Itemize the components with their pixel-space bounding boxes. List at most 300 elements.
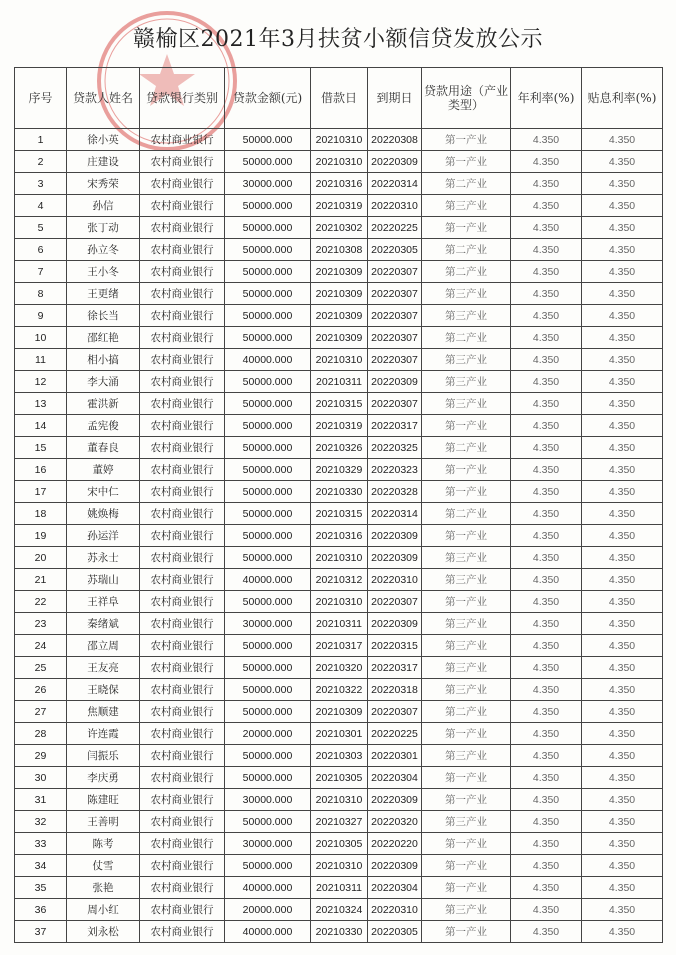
table-cell: 20210309: [311, 327, 368, 349]
table-cell: 20220304: [368, 767, 422, 789]
table-cell: 20220309: [368, 789, 422, 811]
table-cell: 徐小英: [67, 129, 140, 151]
table-row: [15, 349, 663, 371]
table-cell: 20210309: [311, 701, 368, 723]
table-cell: 4.350: [582, 591, 663, 613]
table-cell: 20220314: [368, 173, 422, 195]
table-cell: 农村商业银行: [140, 767, 225, 789]
table-cell: 农村商业银行: [140, 239, 225, 261]
table-cell: 第三产业: [422, 195, 511, 217]
table-cell: 50000.000: [225, 415, 311, 437]
table-row: [15, 591, 663, 613]
table-cell: 农村商业银行: [140, 679, 225, 701]
table-cell: 苏瑞山: [67, 569, 140, 591]
table-cell: 16: [15, 459, 67, 481]
table-cell: 4.350: [511, 657, 582, 679]
table-cell: 20220309: [368, 613, 422, 635]
table-cell: 4.350: [582, 723, 663, 745]
table-cell: 庄建设: [67, 151, 140, 173]
table-cell: 4.350: [511, 679, 582, 701]
table-cell: 4.350: [582, 547, 663, 569]
table-cell: 农村商业银行: [140, 503, 225, 525]
table-row: [15, 569, 663, 591]
table-cell: 王更绪: [67, 283, 140, 305]
table-cell: 4.350: [511, 239, 582, 261]
table-cell: 第一产业: [422, 789, 511, 811]
table-cell: 第一产业: [422, 151, 511, 173]
table-cell: 王祥阜: [67, 591, 140, 613]
table-cell: 4.350: [582, 393, 663, 415]
table-cell: 4.350: [511, 525, 582, 547]
table-cell: 20210305: [311, 833, 368, 855]
table-cell: 孙运洋: [67, 525, 140, 547]
table-cell: 4.350: [582, 613, 663, 635]
table-cell: 4.350: [582, 239, 663, 261]
table-cell: 20220304: [368, 877, 422, 899]
table-cell: 20220307: [368, 701, 422, 723]
table-cell: 20220310: [368, 195, 422, 217]
table-cell: 4.350: [511, 481, 582, 503]
table-cell: 农村商业银行: [140, 195, 225, 217]
table-cell: 农村商业银行: [140, 305, 225, 327]
table-row: [15, 679, 663, 701]
table-cell: 20210330: [311, 481, 368, 503]
table-cell: 第三产业: [422, 679, 511, 701]
table-cell: 第一产业: [422, 877, 511, 899]
table-cell: 4.350: [511, 283, 582, 305]
table-cell: 20220225: [368, 723, 422, 745]
table-cell: 4.350: [511, 173, 582, 195]
table-cell: 24: [15, 635, 67, 657]
table-header-row: [15, 68, 663, 129]
table-cell: 农村商业银行: [140, 217, 225, 239]
table-cell: 第二产业: [422, 327, 511, 349]
table-cell: 4.350: [582, 349, 663, 371]
table-cell: 4.350: [582, 679, 663, 701]
table-cell: 闫振乐: [67, 745, 140, 767]
table-row: [15, 767, 663, 789]
table-cell: 王晓保: [67, 679, 140, 701]
table-cell: 40000.000: [225, 877, 311, 899]
table-cell: 50000.000: [225, 195, 311, 217]
table-cell: 4.350: [511, 569, 582, 591]
table-cell: 20210311: [311, 613, 368, 635]
table-cell: 第三产业: [422, 371, 511, 393]
table-row: [15, 547, 663, 569]
table-row: [15, 481, 663, 503]
column-header: 贷款人姓名: [67, 68, 140, 129]
table-cell: 20220317: [368, 415, 422, 437]
table-cell: 20210316: [311, 173, 368, 195]
table-cell: 相小搞: [67, 349, 140, 371]
table-cell: 4.350: [511, 767, 582, 789]
table-cell: 农村商业银行: [140, 745, 225, 767]
table-cell: 第一产业: [422, 723, 511, 745]
table-cell: 第三产业: [422, 657, 511, 679]
table-cell: 4.350: [582, 833, 663, 855]
table-cell: 4.350: [511, 899, 582, 921]
table-cell: 第二产业: [422, 701, 511, 723]
table-cell: 第三产业: [422, 305, 511, 327]
table-cell: 20210311: [311, 877, 368, 899]
table-cell: 第二产业: [422, 239, 511, 261]
table-cell: 4.350: [511, 305, 582, 327]
table-cell: 12: [15, 371, 67, 393]
table-cell: 第三产业: [422, 635, 511, 657]
table-cell: 50000.000: [225, 437, 311, 459]
table-cell: 20210315: [311, 393, 368, 415]
table-cell: 20220307: [368, 393, 422, 415]
table-cell: 20210310: [311, 789, 368, 811]
loan-table: [14, 67, 663, 943]
table-cell: 23: [15, 613, 67, 635]
table-cell: 4.350: [511, 855, 582, 877]
column-header: 借款日: [311, 68, 368, 129]
table-row: [15, 701, 663, 723]
table-row: [15, 525, 663, 547]
table-cell: 50000.000: [225, 217, 311, 239]
table-cell: 农村商业银行: [140, 789, 225, 811]
table-cell: 20210310: [311, 855, 368, 877]
table-cell: 20220310: [368, 569, 422, 591]
table-cell: 20210309: [311, 283, 368, 305]
table-cell: 4.350: [582, 701, 663, 723]
table-cell: 农村商业银行: [140, 811, 225, 833]
table-cell: 第一产业: [422, 921, 511, 943]
table-cell: 8: [15, 283, 67, 305]
table-cell: 13: [15, 393, 67, 415]
table-cell: 农村商业银行: [140, 635, 225, 657]
table-cell: 孙立冬: [67, 239, 140, 261]
table-cell: 19: [15, 525, 67, 547]
table-cell: 4.350: [511, 261, 582, 283]
table-cell: 农村商业银行: [140, 261, 225, 283]
table-cell: 陈建旺: [67, 789, 140, 811]
table-row: [15, 503, 663, 525]
table-cell: 张艳: [67, 877, 140, 899]
table-cell: 4.350: [511, 349, 582, 371]
table-cell: 第一产业: [422, 415, 511, 437]
table-cell: 22: [15, 591, 67, 613]
table-cell: 第一产业: [422, 767, 511, 789]
table-cell: 周小红: [67, 899, 140, 921]
table-cell: 农村商业银行: [140, 283, 225, 305]
table-cell: 20210310: [311, 129, 368, 151]
table-cell: 4.350: [582, 305, 663, 327]
table-cell: 4.350: [582, 283, 663, 305]
table-cell: 农村商业银行: [140, 349, 225, 371]
table-cell: 30000.000: [225, 833, 311, 855]
table-body: [15, 129, 663, 943]
table-cell: 4.350: [511, 723, 582, 745]
table-cell: 农村商业银行: [140, 371, 225, 393]
table-cell: 50000.000: [225, 745, 311, 767]
table-cell: 邵立周: [67, 635, 140, 657]
table-cell: 33: [15, 833, 67, 855]
table-cell: 40000.000: [225, 921, 311, 943]
table-cell: 霍洪新: [67, 393, 140, 415]
table-row: [15, 613, 663, 635]
table-row: [15, 833, 663, 855]
table-cell: 4.350: [511, 789, 582, 811]
table-cell: 4.350: [511, 415, 582, 437]
table-cell: 20: [15, 547, 67, 569]
table-cell: 20220307: [368, 305, 422, 327]
table-cell: 第二产业: [422, 503, 511, 525]
table-cell: 焦顺建: [67, 701, 140, 723]
table-cell: 第一产业: [422, 459, 511, 481]
table-row: [15, 855, 663, 877]
column-header: 贷款用途（产业类型）: [422, 68, 511, 129]
table-cell: 4.350: [582, 195, 663, 217]
table-row: [15, 789, 663, 811]
table-cell: 4.350: [582, 481, 663, 503]
column-header: 到期日: [368, 68, 422, 129]
table-row: [15, 899, 663, 921]
table-cell: 20210309: [311, 261, 368, 283]
column-header: 序号: [15, 68, 67, 129]
table-cell: 4.350: [582, 635, 663, 657]
table-cell: 4.350: [582, 151, 663, 173]
table-cell: 第一产业: [422, 855, 511, 877]
table-cell: 15: [15, 437, 67, 459]
table-row: [15, 921, 663, 943]
table-cell: 50000.000: [225, 855, 311, 877]
table-cell: 徐长当: [67, 305, 140, 327]
table-row: [15, 811, 663, 833]
table-cell: 17: [15, 481, 67, 503]
table-cell: 第三产业: [422, 745, 511, 767]
table-cell: 第二产业: [422, 173, 511, 195]
table-cell: 农村商业银行: [140, 657, 225, 679]
table-cell: 4.350: [511, 877, 582, 899]
table-row: [15, 635, 663, 657]
table-cell: 第三产业: [422, 547, 511, 569]
table-cell: 50000.000: [225, 481, 311, 503]
table-cell: 4.350: [582, 503, 663, 525]
table-cell: 37: [15, 921, 67, 943]
table-cell: 31: [15, 789, 67, 811]
table-cell: 4.350: [582, 899, 663, 921]
table-cell: 20220318: [368, 679, 422, 701]
table-cell: 第三产业: [422, 613, 511, 635]
table-cell: 20220315: [368, 635, 422, 657]
table-cell: 宋中仁: [67, 481, 140, 503]
table-cell: 4.350: [511, 327, 582, 349]
table-cell: 20210308: [311, 239, 368, 261]
table-cell: 4.350: [582, 657, 663, 679]
table-cell: 1: [15, 129, 67, 151]
table-cell: 4.350: [511, 811, 582, 833]
table-cell: 20220317: [368, 657, 422, 679]
table-cell: 30: [15, 767, 67, 789]
table-cell: 农村商业银行: [140, 459, 225, 481]
table-cell: 28: [15, 723, 67, 745]
table-cell: 20210322: [311, 679, 368, 701]
table-cell: 4.350: [582, 261, 663, 283]
table-cell: 4.350: [582, 569, 663, 591]
table-cell: 20000.000: [225, 723, 311, 745]
table-cell: 30000.000: [225, 789, 311, 811]
table-cell: 刘永松: [67, 921, 140, 943]
table-cell: 20210302: [311, 217, 368, 239]
table-cell: 50000.000: [225, 811, 311, 833]
table-cell: 50000.000: [225, 151, 311, 173]
table-row: [15, 151, 663, 173]
table-cell: 50000.000: [225, 591, 311, 613]
table-cell: 20220320: [368, 811, 422, 833]
table-cell: 20220309: [368, 525, 422, 547]
table-cell: 32: [15, 811, 67, 833]
table-cell: 第三产业: [422, 569, 511, 591]
table-cell: 秦绪斌: [67, 613, 140, 635]
table-cell: 14: [15, 415, 67, 437]
table-cell: 20210305: [311, 767, 368, 789]
table-cell: 20210319: [311, 195, 368, 217]
table-cell: 50000.000: [225, 371, 311, 393]
table-cell: 4.350: [511, 437, 582, 459]
table-cell: 50000.000: [225, 283, 311, 305]
table-cell: 20220307: [368, 261, 422, 283]
table-cell: 第二产业: [422, 261, 511, 283]
table-cell: 李庆勇: [67, 767, 140, 789]
table-cell: 30000.000: [225, 173, 311, 195]
table-cell: 农村商业银行: [140, 173, 225, 195]
table-cell: 第三产业: [422, 283, 511, 305]
table-cell: 50000.000: [225, 261, 311, 283]
table-row: [15, 415, 663, 437]
table-cell: 20210324: [311, 899, 368, 921]
table-cell: 20210303: [311, 745, 368, 767]
table-cell: 农村商业银行: [140, 833, 225, 855]
table-cell: 4.350: [582, 525, 663, 547]
table-cell: 农村商业银行: [140, 591, 225, 613]
table-cell: 农村商业银行: [140, 899, 225, 921]
table-cell: 20210326: [311, 437, 368, 459]
table-cell: 农村商业银行: [140, 921, 225, 943]
table-cell: 50000.000: [225, 305, 311, 327]
table-cell: 4.350: [582, 811, 663, 833]
table-row: [15, 393, 663, 415]
table-row: [15, 173, 663, 195]
table-cell: 农村商业银行: [140, 437, 225, 459]
table-cell: 20220305: [368, 921, 422, 943]
table-row: [15, 239, 663, 261]
table-cell: 40000.000: [225, 349, 311, 371]
page-title: 赣榆区2021年3月扶贫小额信贷发放公示: [133, 27, 543, 52]
table-cell: 第二产业: [422, 437, 511, 459]
table-cell: 4.350: [582, 217, 663, 239]
table-cell: 仗雪: [67, 855, 140, 877]
table-cell: 4.350: [511, 371, 582, 393]
table-row: [15, 723, 663, 745]
table-cell: 第一产业: [422, 481, 511, 503]
table-cell: 20210312: [311, 569, 368, 591]
table-cell: 4.350: [582, 129, 663, 151]
table-cell: 36: [15, 899, 67, 921]
table-cell: 35: [15, 877, 67, 899]
table-cell: 孟宪俊: [67, 415, 140, 437]
table-cell: 王友亮: [67, 657, 140, 679]
table-cell: 34: [15, 855, 67, 877]
table-cell: 50000.000: [225, 393, 311, 415]
table-cell: 农村商业银行: [140, 481, 225, 503]
table-cell: 20220323: [368, 459, 422, 481]
table-row: [15, 305, 663, 327]
table-cell: 农村商业银行: [140, 327, 225, 349]
table-cell: 20210310: [311, 591, 368, 613]
table-cell: 7: [15, 261, 67, 283]
table-cell: 4.350: [511, 833, 582, 855]
table-cell: 20220307: [368, 591, 422, 613]
table-cell: 4.350: [511, 503, 582, 525]
table-cell: 4.350: [582, 459, 663, 481]
table-cell: 陈考: [67, 833, 140, 855]
table-row: [15, 129, 663, 151]
table-cell: 26: [15, 679, 67, 701]
table-cell: 20210310: [311, 547, 368, 569]
table-cell: 4.350: [582, 789, 663, 811]
table-cell: 4.350: [511, 459, 582, 481]
table-cell: 20220309: [368, 151, 422, 173]
table-cell: 20220301: [368, 745, 422, 767]
table-cell: 50000.000: [225, 129, 311, 151]
table-cell: 50000.000: [225, 701, 311, 723]
table-cell: 4.350: [511, 195, 582, 217]
table-cell: 农村商业银行: [140, 855, 225, 877]
table-cell: 29: [15, 745, 67, 767]
column-header: 贴息利率(%): [582, 68, 663, 129]
table-cell: 20210316: [311, 525, 368, 547]
table-row: [15, 459, 663, 481]
table-cell: 4.350: [582, 173, 663, 195]
table-cell: 王小冬: [67, 261, 140, 283]
table-cell: 50000.000: [225, 503, 311, 525]
table-cell: 邵红艳: [67, 327, 140, 349]
table-cell: 4.350: [511, 745, 582, 767]
table-cell: 50000.000: [225, 679, 311, 701]
table-row: [15, 261, 663, 283]
table-cell: 50000.000: [225, 459, 311, 481]
table-cell: 9: [15, 305, 67, 327]
table-cell: 2: [15, 151, 67, 173]
table-cell: 11: [15, 349, 67, 371]
table-cell: 农村商业银行: [140, 569, 225, 591]
table-cell: 27: [15, 701, 67, 723]
table-cell: 4.350: [582, 767, 663, 789]
table-cell: 第一产业: [422, 129, 511, 151]
table-row: [15, 657, 663, 679]
table-cell: 第一产业: [422, 591, 511, 613]
table-cell: 20210317: [311, 635, 368, 657]
table-row: [15, 195, 663, 217]
table-cell: 20220309: [368, 547, 422, 569]
table-cell: 20210320: [311, 657, 368, 679]
table-cell: 30000.000: [225, 613, 311, 635]
table-cell: 4.350: [582, 371, 663, 393]
table-cell: 4: [15, 195, 67, 217]
table-cell: 4.350: [582, 415, 663, 437]
table-cell: 4.350: [511, 547, 582, 569]
table-cell: 4.350: [511, 591, 582, 613]
table-cell: 第三产业: [422, 811, 511, 833]
table-cell: 50000.000: [225, 547, 311, 569]
table-cell: 4.350: [511, 393, 582, 415]
table-cell: 农村商业银行: [140, 393, 225, 415]
table-cell: 50000.000: [225, 635, 311, 657]
table-cell: 20210311: [311, 371, 368, 393]
table-cell: 第一产业: [422, 217, 511, 239]
